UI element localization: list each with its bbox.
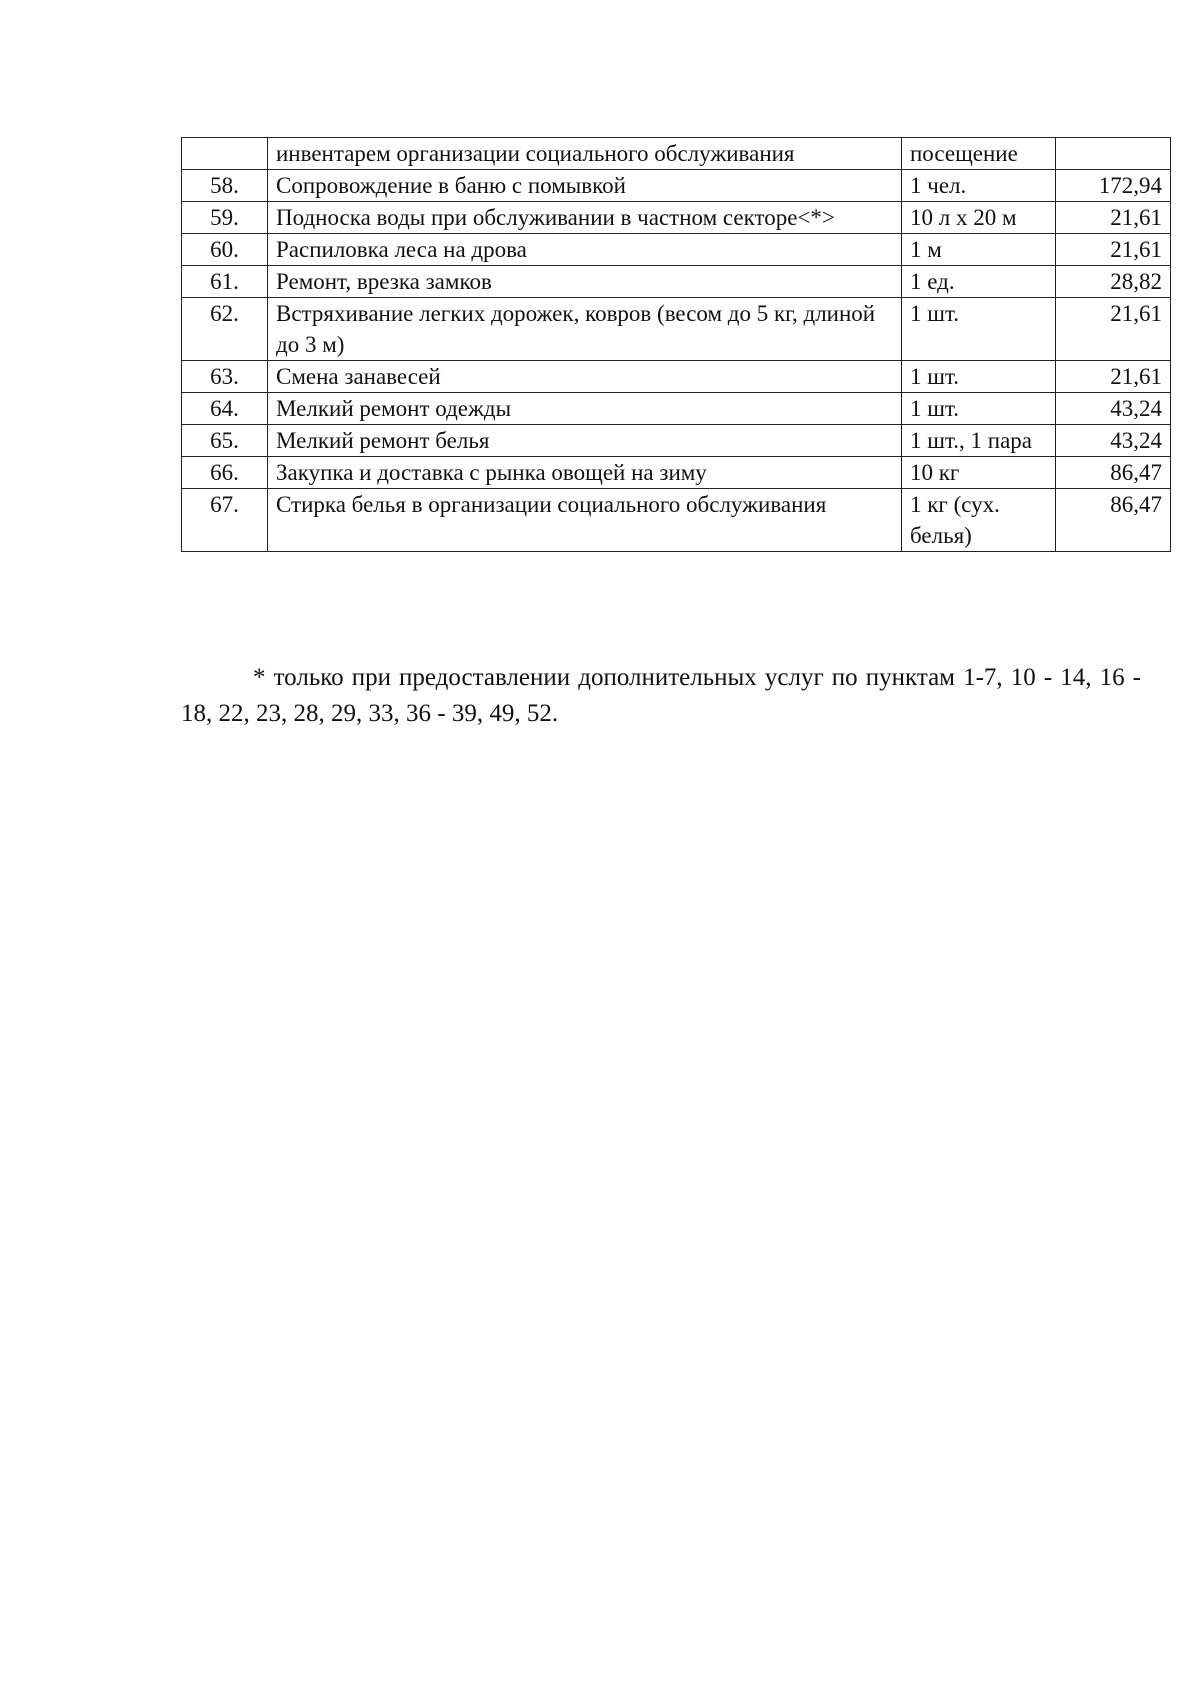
- service-unit: 1 шт.: [902, 361, 1056, 393]
- service-price: 21,61: [1056, 361, 1171, 393]
- table-row: [182, 425, 1171, 457]
- service-unit: 1 ед.: [902, 266, 1056, 298]
- service-name: Ремонт, врезка замков: [268, 266, 902, 298]
- service-unit: 10 кг: [902, 457, 1056, 489]
- row-number: 59.: [182, 202, 268, 234]
- row-number: 66.: [182, 457, 268, 489]
- service-unit: 1 шт.: [902, 298, 1056, 361]
- service-unit: 1 шт.: [902, 393, 1056, 425]
- service-unit: 1 шт., 1 пара: [902, 425, 1056, 457]
- service-name: Встряхивание легких дорожек, ковров (весом до 5 кг, длиной до 3 м): [268, 298, 902, 361]
- table-row: [182, 361, 1171, 393]
- service-unit: посещение: [902, 138, 1056, 170]
- service-price: 21,61: [1056, 298, 1171, 361]
- service-name: Мелкий ремонт белья: [268, 425, 902, 457]
- service-name: Смена занавесей: [268, 361, 902, 393]
- service-name: инвентарем организации социального обслуживания: [268, 138, 902, 170]
- table-row: [182, 489, 1171, 552]
- table-row: [182, 266, 1171, 298]
- service-name: Стирка белья в организации социального обслуживания: [268, 489, 902, 552]
- row-number: 62.: [182, 298, 268, 361]
- row-number: 63.: [182, 361, 268, 393]
- service-price: 86,47: [1056, 489, 1171, 552]
- table-row: [182, 234, 1171, 266]
- service-name: Распиловка леса на дрова: [268, 234, 902, 266]
- service-price: 172,94: [1056, 170, 1171, 202]
- row-number: 65.: [182, 425, 268, 457]
- row-number: 67.: [182, 489, 268, 552]
- service-unit: 1 м: [902, 234, 1056, 266]
- row-number: [182, 138, 268, 170]
- row-number: 61.: [182, 266, 268, 298]
- service-price: [1056, 138, 1171, 170]
- service-price: 43,24: [1056, 425, 1171, 457]
- table-row: [182, 202, 1171, 234]
- service-name: Сопровождение в баню с помывкой: [268, 170, 902, 202]
- footnote: * только при предоставлении дополнительных услуг по пунктам 1-7, 10 - 14, 16 - 18, 22, 23, 28, 29, 33, 36 - 39, 49, 52.: [181, 664, 1141, 727]
- row-number: 64.: [182, 393, 268, 425]
- table-row: [182, 457, 1171, 489]
- service-unit: 1 кг (сух. белья): [902, 489, 1056, 552]
- table-row: [182, 138, 1171, 170]
- service-price: 43,24: [1056, 393, 1171, 425]
- service-price: 86,47: [1056, 457, 1171, 489]
- service-name: Мелкий ремонт одежды: [268, 393, 902, 425]
- service-price: 21,61: [1056, 234, 1171, 266]
- row-number: 58.: [182, 170, 268, 202]
- service-unit: 10 л х 20 м: [902, 202, 1056, 234]
- table-row: [182, 298, 1171, 361]
- table-row: [182, 170, 1171, 202]
- service-unit: 1 чел.: [902, 170, 1056, 202]
- service-name: Закупка и доставка с рынка овощей на зиму: [268, 457, 902, 489]
- service-name: Подноска воды при обслуживании в частном секторе<*>: [268, 202, 902, 234]
- table-row: [182, 393, 1171, 425]
- row-number: 60.: [182, 234, 268, 266]
- service-price: 28,82: [1056, 266, 1171, 298]
- service-price: 21,61: [1056, 202, 1171, 234]
- services-price-table: [181, 137, 1171, 552]
